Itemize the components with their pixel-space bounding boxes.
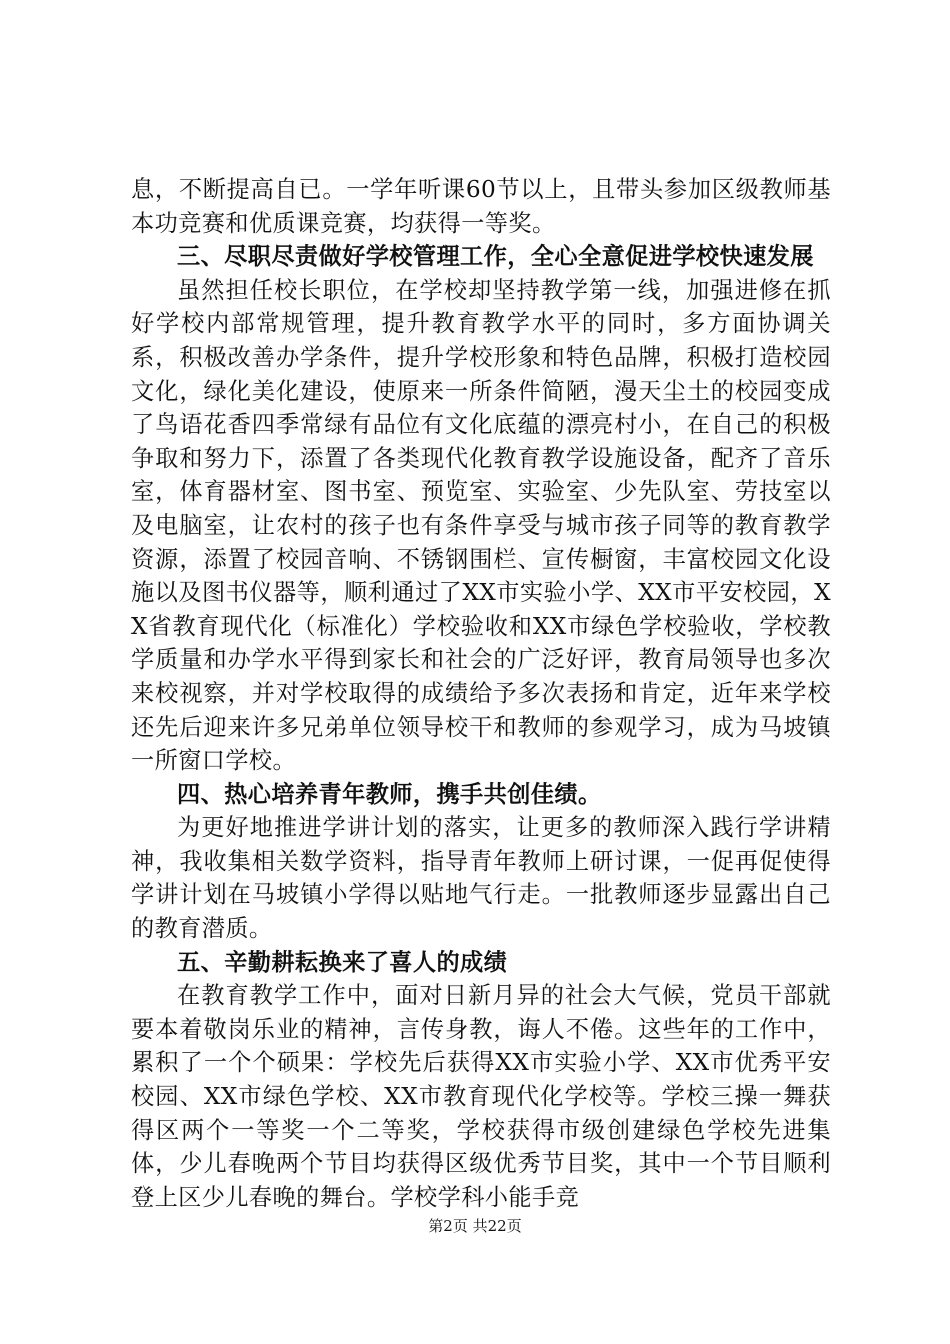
section-heading-4: 四、热心培养青年教师，携手共创佳绩。 [177,780,602,808]
page-number-footer: 第2页 共22页 [428,1217,522,1235]
paragraph-achievements: 在教育教学工作中，面对日新月异的社会大气候，党员干部就要本着敬岗乐业的精神，言传身教，诲人不倦。这些年的工作中，累积了一个个硕果：学校先后获得XX市实验小学、XX市优秀平安校园、XX市绿色学校、XX市教育现代化学校等。学校三操一舞获得区两个一等奖一个二等奖，学校获得市级创建绿色学校先进集体，少儿春晚两个节目均获得区级优秀节目奖，其中一个节目顺利登上区少儿春晚的舞台。学校学科小能手竞 [131,982,831,1211]
section-heading-3: 三、尽职尽责做好学校管理工作，全心全意促进学校快速发展 [177,243,814,271]
section-heading-5: 五、辛勤耕耘换来了喜人的成绩 [177,948,508,976]
paragraph-continuation: 息，不断提高自已。一学年听课60节以上，且带头参加区级教师基本功竞赛和优质课竞赛，均获得一等奖。 [131,176,831,237]
paragraph-young-teachers: 为更好地推进学讲计划的落实，让更多的教师深入践行学讲精神，我收集相关数学资料，指导青年教师上研讨课，一促再促使得学讲计划在马坡镇小学得以贴地气行走。一批教师逐步显露出自己的教育潜质。 [131,814,831,943]
paragraph-school-management: 虽然担任校长职位，在学校却坚持教学第一线，加强进修在抓好学校内部常规管理，提升教育教学水平的同时，多方面协调关系，积极改善办学条件，提升学校形象和特色品牌，积极打造校园文化，绿化美化建设，使原来一所条件简陋，漫天尘土的校园变成了鸟语花香四季常绿有品位有文化底蕴的漂亮村小，在自己的积极争取和努力下，添置了各类现代化教育教学设施设备，配齐了音乐室，体育器材室、图书室、预览室、实验室、少先队室、劳技室以及电脑室，让农村的孩子也有条件享受与城市孩子同等的教育教学资源，添置了校园音响、不锈钢围栏、宣传橱窗，丰富校园文化设施以及图书仪器等，顺利通过了XX市实验小学、XX市平安校园，XX省教育现代化（标准化）学校验收和XX市绿色学校验收，学校教学质量和办学水平得到家长和社会的广泛好评，教育局领导也多次来校视察，并对学校取得的成绩给予多次表扬和肯定，近年来学校还先后迎来许多兄弟单位领导校干和教师的参观学习，成为马坡镇一所窗口学校。 [131,276,831,775]
document-body [131,173,831,1214]
